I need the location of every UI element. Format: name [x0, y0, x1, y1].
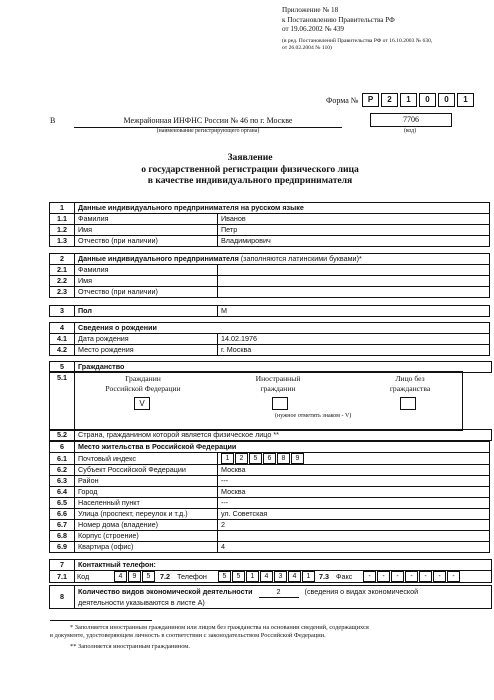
- activity-count-note: (сведения о видах экономической: [304, 586, 419, 596]
- field-number: 5.2: [50, 430, 75, 441]
- section-heading: Данные индивидуального предпринимателя на русском языке: [75, 203, 490, 214]
- phone-digit: 4: [288, 571, 301, 582]
- field-number: 6.5: [50, 498, 75, 509]
- field-label: Фамилия: [75, 265, 218, 276]
- postal-digit: 5: [249, 453, 262, 464]
- sex-field[interactable]: М: [218, 306, 490, 317]
- field-label: Населенный пункт: [75, 498, 218, 509]
- citizenship-stateless-checkbox[interactable]: [400, 397, 416, 410]
- field-label: Дата рождения: [75, 334, 218, 345]
- fax-digit: -: [447, 571, 460, 582]
- section-6-table: [49, 441, 490, 553]
- phone-digit: 1: [246, 571, 259, 582]
- field-number: 4.1: [50, 334, 75, 345]
- annex-amendment: от 26.02.2004 № 110): [282, 44, 332, 51]
- fax-digit: -: [405, 571, 418, 582]
- phone-digit: 3: [274, 571, 287, 582]
- annex-amendment: (в ред. Постановлений Правительства РФ от 16.10.2003 № 630,: [282, 37, 433, 44]
- form-number-cell: Р: [362, 93, 379, 107]
- section-8-table: [49, 585, 492, 609]
- annex-line: Приложение № 18: [282, 6, 339, 14]
- field-label: Район: [75, 476, 218, 487]
- phone-label: Телефон: [177, 571, 207, 581]
- section-heading: Данные индивидуального предпринимателя: [78, 254, 239, 263]
- form-number-cell: 1: [457, 93, 474, 107]
- patronymic-field[interactable]: Владимирович: [218, 236, 490, 247]
- organ-code-field[interactable]: 7706: [370, 113, 452, 127]
- postal-digit: 6: [263, 453, 276, 464]
- surname-field[interactable]: Иванов: [218, 214, 490, 225]
- phone-digit: 4: [260, 571, 273, 582]
- section-4-table: [49, 322, 490, 356]
- country-of-citizenship-field[interactable]: Страна, гражданином которой является физическое лицо **: [75, 430, 492, 441]
- section-heading: Место жительства в Российской Федерации: [75, 442, 490, 453]
- field-label: Корпус (строение): [75, 531, 218, 542]
- phone-row: [75, 571, 492, 583]
- postal-digit: 9: [291, 453, 304, 464]
- latin-surname-field[interactable]: [218, 265, 490, 276]
- section-heading-cell: [75, 254, 490, 265]
- field-label: Место рождения: [75, 345, 218, 356]
- fax-field[interactable]: [363, 571, 461, 582]
- footnote-divider: [50, 620, 152, 621]
- citizenship-block: [49, 371, 463, 431]
- annex-line: к Постановлению Правительства РФ: [282, 15, 395, 24]
- title-line: Заявление: [227, 152, 273, 163]
- activity-count-note: деятельности указываются в листе А): [78, 597, 205, 607]
- fax-digit: -: [363, 571, 376, 582]
- field-label: Субъект Российской Федерации: [75, 465, 218, 476]
- field-label: Почтовый индекс: [75, 453, 218, 465]
- area-code-digit: 9: [128, 571, 141, 582]
- organ-name-field[interactable]: Межрайонная ИНФНС России № 46 по г. Москве: [74, 116, 342, 128]
- field-number: 5.1: [50, 372, 75, 430]
- section-heading: Сведения о рождении: [75, 323, 490, 334]
- option-label: гражданства: [389, 383, 431, 393]
- form-number-cell: 2: [381, 93, 398, 107]
- postal-digit: 8: [277, 453, 290, 464]
- name-field[interactable]: Петр: [218, 225, 490, 236]
- section-heading: Контактный телефон:: [75, 560, 492, 571]
- field-number: 2.1: [50, 265, 75, 276]
- phone-field[interactable]: [218, 571, 316, 582]
- section-5-2-table: [49, 429, 492, 441]
- form-number-label: Форма №: [326, 96, 359, 105]
- section-number: 4: [50, 323, 75, 334]
- section-number: 2: [50, 254, 75, 265]
- form-number-cell: 0: [438, 93, 455, 107]
- activity-count-field[interactable]: 2: [259, 587, 299, 598]
- section-number: 3: [50, 306, 75, 317]
- option-label: Иностранный: [255, 374, 301, 383]
- postal-code-field[interactable]: [218, 453, 490, 465]
- street-field[interactable]: ул. Советская: [218, 509, 490, 520]
- field-number: 6.2: [50, 465, 75, 476]
- citizenship-option-rf: [88, 374, 198, 393]
- field-number: 7.2: [160, 571, 170, 581]
- fax-label: Факс: [336, 571, 353, 581]
- footnote: ** Заполняется иностранным гражданином.: [70, 643, 190, 650]
- section-3-table: [49, 305, 490, 317]
- citizenship-option-stateless: [360, 374, 460, 393]
- fax-digit: -: [433, 571, 446, 582]
- area-code-digit: 4: [114, 571, 127, 582]
- field-number: 4.2: [50, 345, 75, 356]
- field-number: 6.8: [50, 531, 75, 542]
- field-number: 6.3: [50, 476, 75, 487]
- region-field[interactable]: Москва: [218, 465, 490, 476]
- field-number: 2.3: [50, 287, 75, 298]
- field-label: Имя: [75, 225, 218, 236]
- field-number: 6.1: [50, 453, 75, 465]
- field-label: Имя: [75, 276, 218, 287]
- section-number: 6: [50, 442, 75, 453]
- postal-digit: 2: [235, 453, 248, 464]
- option-label: Лицо без: [395, 374, 425, 383]
- field-label: Отчество (при наличии): [75, 287, 218, 298]
- area-code-field[interactable]: [114, 571, 156, 582]
- field-number: 7.1: [50, 571, 75, 583]
- fax-digit: -: [377, 571, 390, 582]
- section-heading: Гражданство: [75, 362, 492, 373]
- section-number: 5: [50, 362, 75, 373]
- field-number: 6.9: [50, 542, 75, 553]
- form-number-cell: 1: [400, 93, 417, 107]
- field-number: 1.3: [50, 236, 75, 247]
- section-number: 7: [50, 560, 75, 571]
- organ-code-caption: (код): [403, 128, 417, 134]
- annex-header: [282, 6, 487, 52]
- activity-count-row: [75, 586, 492, 609]
- field-number: 6.7: [50, 520, 75, 531]
- section-heading-note: (заполняются латинскими буквами)*: [240, 254, 362, 263]
- phone-digit: 5: [218, 571, 231, 582]
- latin-name-field[interactable]: [218, 276, 490, 287]
- citizenship-option-foreign: [228, 374, 328, 393]
- form-number-cells: [360, 93, 474, 107]
- area-code-label: Код: [77, 571, 90, 581]
- citizenship-rf-checkbox[interactable]: V: [134, 397, 150, 410]
- phone-digit: 5: [232, 571, 245, 582]
- citizenship-foreign-checkbox[interactable]: [272, 397, 288, 410]
- section-number: 1: [50, 203, 75, 214]
- phone-digit: 1: [302, 571, 315, 582]
- footnote: * Заполняется иностранным гражданином или лицом без гражданства на основании сведений, содержащихся: [70, 624, 369, 631]
- birth-place-field[interactable]: г. Москва: [218, 345, 490, 356]
- footnotes: [50, 624, 470, 651]
- organ-prefix: В: [50, 116, 56, 125]
- form-number-cell: 0: [419, 93, 436, 107]
- field-number: 6.6: [50, 509, 75, 520]
- section-1-table: [49, 202, 490, 247]
- field-label: Квартира (офис): [75, 542, 218, 553]
- field-label: Фамилия: [75, 214, 218, 225]
- field-label: Отчество (при наличии): [75, 236, 218, 247]
- city-field[interactable]: Москва: [218, 487, 490, 498]
- fax-digit: -: [391, 571, 404, 582]
- field-number: 7.3: [319, 571, 329, 581]
- postal-code-digits: [221, 453, 486, 464]
- fax-digit: -: [419, 571, 432, 582]
- option-label: гражданин: [260, 383, 296, 393]
- option-label: Российской Федерации: [105, 383, 181, 393]
- postal-digit: 1: [221, 453, 234, 464]
- field-number: 1.2: [50, 225, 75, 236]
- document-title: [60, 152, 440, 187]
- section-7-table: [49, 559, 492, 583]
- annex-line: от 19.06.2002 № 439: [282, 25, 345, 34]
- organ-caption: (наименование регистрирующего органа): [156, 128, 260, 134]
- district-field[interactable]: ---: [218, 476, 490, 487]
- option-label: Гражданин: [125, 374, 161, 383]
- section-number: 8: [50, 586, 75, 609]
- settlement-field[interactable]: ---: [218, 498, 490, 509]
- title-line: о государственной регистрации физического лица: [141, 163, 359, 175]
- section-heading: Количество видов экономической деятельности: [78, 586, 253, 596]
- field-label: Пол: [75, 306, 218, 317]
- footnote: в документе, удостоверяющем личность в соответствии с законодательством Российской Федерации.: [50, 632, 326, 639]
- apartment-field[interactable]: 4: [218, 542, 490, 553]
- field-label: Улица (проспект, переулок и т.д.): [75, 509, 218, 520]
- field-number: 2.2: [50, 276, 75, 287]
- area-code-digit: 5: [142, 571, 155, 582]
- field-number: 6.4: [50, 487, 75, 498]
- building-field[interactable]: [218, 531, 490, 542]
- citizenship-note: (нужное отметить знаком - V): [275, 413, 352, 419]
- birth-date-field[interactable]: 14.02.1976: [218, 334, 490, 345]
- field-number: 1.1: [50, 214, 75, 225]
- section-2-table: [49, 253, 490, 298]
- field-label: Номер дома (владение): [75, 520, 218, 531]
- field-label: Город: [75, 487, 218, 498]
- house-field[interactable]: 2: [218, 520, 490, 531]
- title-line: в качестве индивидуального предпринимателя: [147, 175, 353, 186]
- latin-patronymic-field[interactable]: [218, 287, 490, 298]
